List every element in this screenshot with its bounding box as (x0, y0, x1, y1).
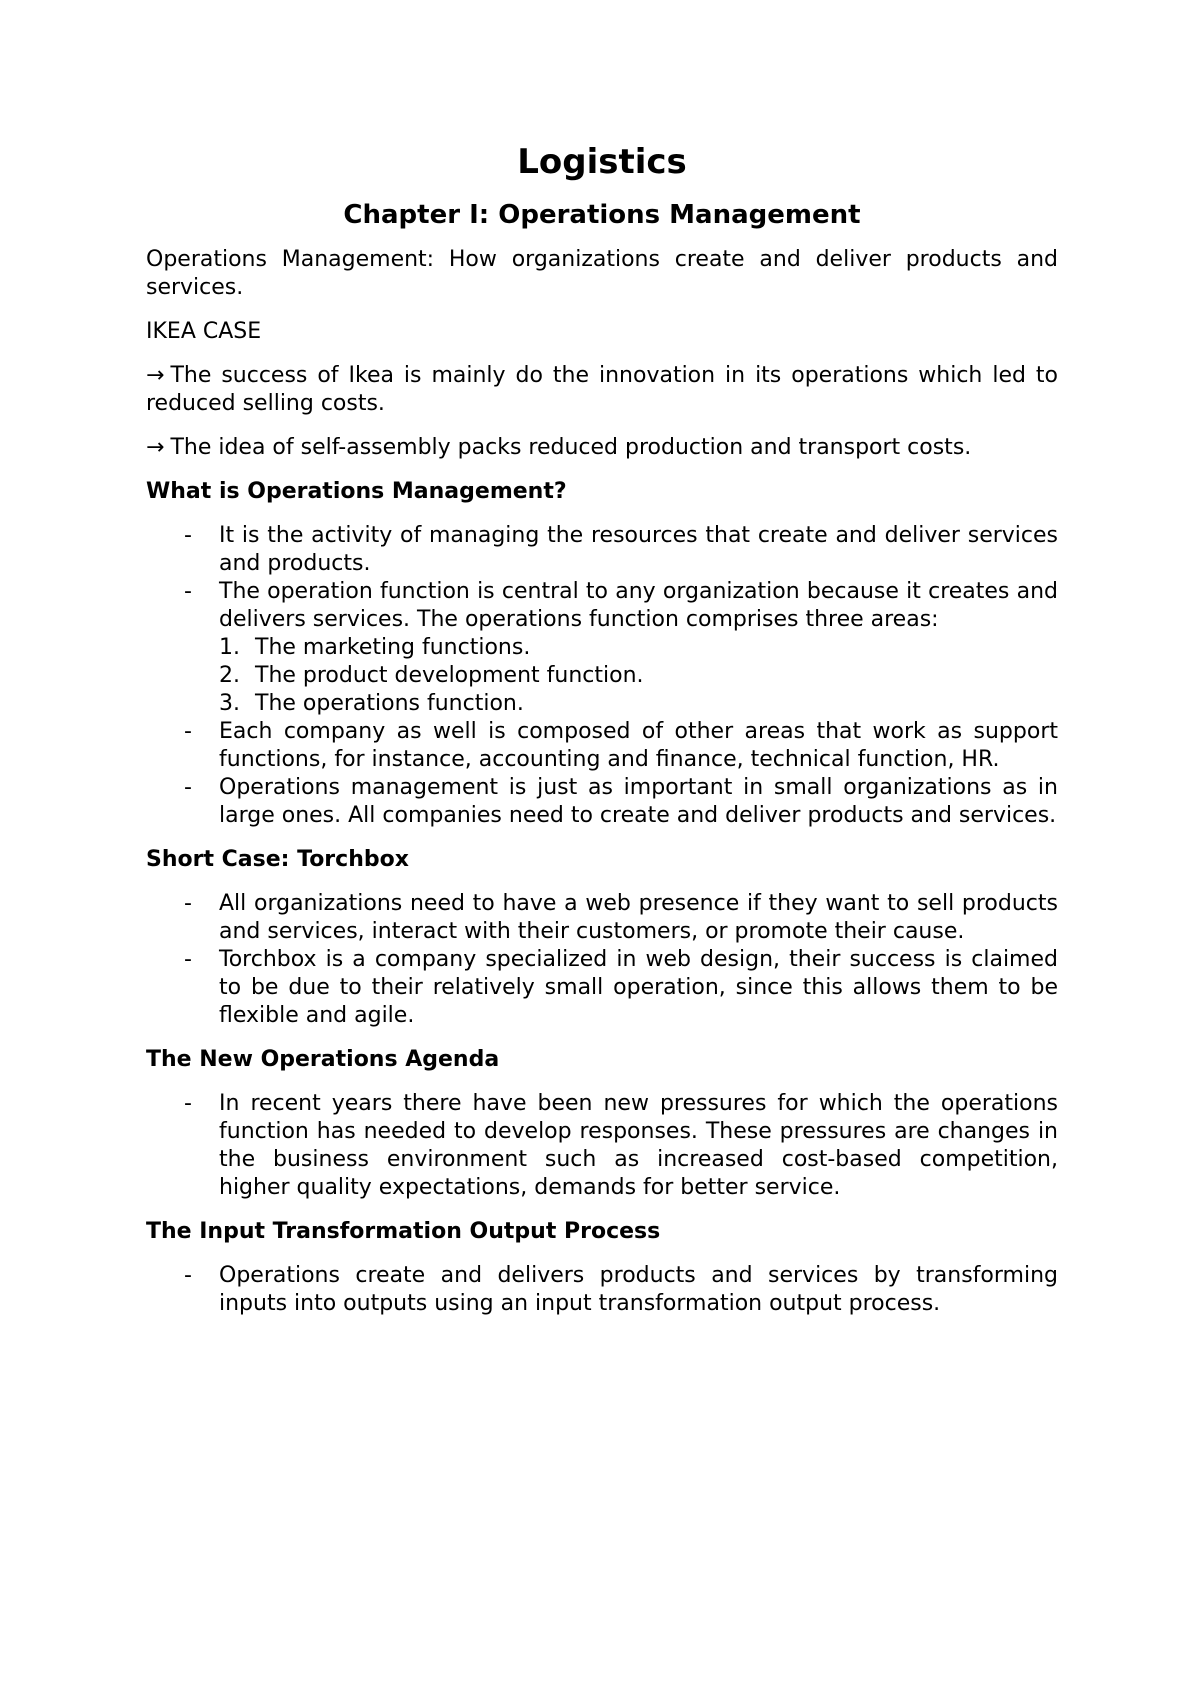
chapter-heading: Chapter I: Operations Management (343, 200, 861, 230)
agenda-list (146, 1090, 1058, 1202)
areas-list (219, 634, 1058, 718)
area-item (219, 634, 1058, 662)
itop-list (146, 1262, 1058, 1318)
area-text: The operations function. (255, 691, 524, 716)
list-item-text: Each company as well is composed of other areas that work as support functions, for instance, accounting and finance, technical function, HR. (219, 719, 1058, 772)
area-number: 1. (219, 635, 240, 660)
list-item (146, 890, 1058, 946)
list-item (146, 774, 1058, 830)
arrow-icon: → (146, 435, 165, 460)
list-item-text: The operation function is central to any organization because it creates and delivers services. The operations function comprises three areas: (219, 579, 1058, 632)
list-item-text: It is the activity of managing the resources that create and deliver services and products. (219, 523, 1058, 576)
area-text: The product development function. (255, 663, 644, 688)
ikea-point-text: The idea of self-assembly packs reduced production and transport costs. (170, 435, 972, 460)
section-heading-agenda: The New Operations Agenda (146, 1047, 500, 1072)
list-item-text: Operations create and delivers products and services by transforming inputs into outputs using an input transformation output process. (219, 1263, 1058, 1316)
list-item-text: All organizations need to have a web presence if they want to sell products and services, interact with their customers, or promote their cause. (219, 891, 1058, 944)
list-item (146, 578, 1058, 718)
ikea-case-label: IKEA CASE (146, 319, 262, 344)
area-item (219, 662, 1058, 690)
list-item-text: Operations management is just as important in small organizations as in large ones. All companies need to create and deliver products and services. (219, 775, 1058, 828)
area-item (219, 690, 1058, 718)
list-item (146, 946, 1058, 1030)
section-heading-torchbox: Short Case: Torchbox (146, 847, 409, 872)
document-page (146, 140, 1058, 1334)
what-is-list (146, 522, 1058, 830)
area-text: The marketing functions. (255, 635, 531, 660)
list-item (146, 1090, 1058, 1202)
intro-paragraph: Operations Management: How organizations create and deliver products and services. (146, 247, 1058, 300)
ikea-point (146, 362, 1058, 418)
list-item (146, 1262, 1058, 1318)
list-item-text: In recent years there have been new pressures for which the operations function has needed to develop responses. These pressures are changes in the business environment such as increased cost-based competition, higher quality expectations, demands for better service. (219, 1091, 1058, 1200)
ikea-point (146, 434, 1058, 462)
section-heading-itop: The Input Transformation Output Process (146, 1219, 661, 1244)
list-item-text: Torchbox is a company specialized in web design, their success is claimed to be due to their relatively small operation, since this allows them to be flexible and agile. (219, 947, 1058, 1028)
list-item (146, 718, 1058, 774)
torchbox-list (146, 890, 1058, 1030)
section-heading-what-is: What is Operations Management? (146, 479, 567, 504)
area-number: 2. (219, 663, 240, 688)
area-number: 3. (219, 691, 240, 716)
arrow-icon: → (146, 363, 165, 388)
ikea-point-text: The success of Ikea is mainly do the innovation in its operations which led to reduced selling costs. (146, 363, 1058, 416)
document-title: Logistics (517, 142, 687, 182)
list-item (146, 522, 1058, 578)
